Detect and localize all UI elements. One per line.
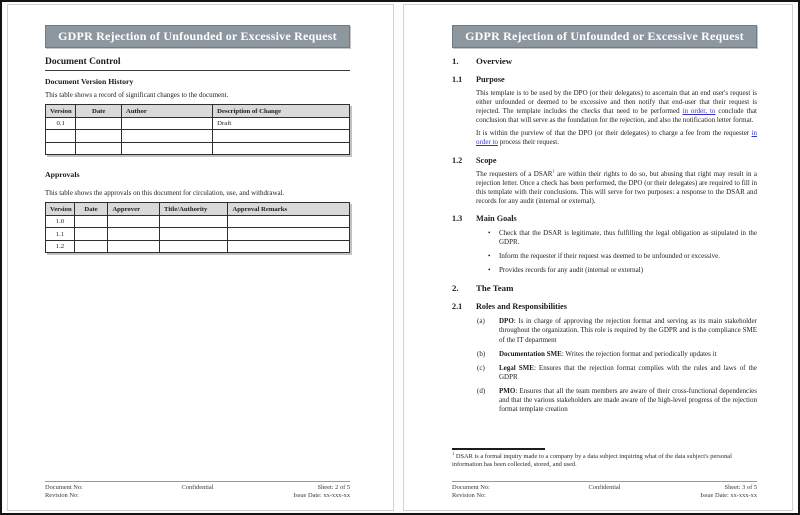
footer-sheet: Sheet: 2 of 5	[317, 483, 351, 491]
title-banner	[45, 25, 350, 48]
scope-paragraph: The requesters of a DSAR$^1$ are within their rights to do so, but abusing that right may result in a rejection letter. Once a check has been performed, the DPO (or their delegates) are required to fill in this template with their conclusions. This will serve for two purposes: a response to the DSAR and records for any audit (internal or external).	[476, 168, 757, 205]
version-history-intro: This table shows a record of significant changes to the document.	[45, 91, 229, 99]
goal-bullet: • Provides records for any audit (internal or external)	[488, 266, 644, 275]
footer-confidential: Confidential	[588, 483, 621, 491]
heading-main-goals: 1.3 Main Goals	[452, 213, 517, 223]
table-cell	[228, 228, 350, 241]
table-cell: 0.1	[46, 117, 76, 130]
column-header: Description of Change	[213, 105, 350, 118]
table-cell	[76, 130, 122, 143]
purpose-paragraph-1: This template is to be used by the DPO (or their delegates) to ascertain that an end user's request is either unfounded or deemed to be excessive and then notify that end-user that their request is rejected. The template includes the checks that need to be performed in order, to conclude that conclusion that will serve as the foundation for the rejection, and also the notification letter format.	[476, 89, 757, 125]
column-header: Approver	[108, 203, 160, 216]
table-cell	[213, 142, 350, 155]
document-title: GDPR Rejection of Unfounded or Excessive Request	[465, 29, 744, 43]
table-row	[46, 117, 350, 130]
tracked-change-insertion: in order, to	[682, 107, 716, 116]
column-header: Title/Authority	[159, 203, 227, 216]
footnote-reference: 1	[552, 168, 555, 174]
footer-issue-date: Issue Date: xx-xxx-xx	[700, 492, 758, 500]
table-cell	[74, 240, 107, 253]
table-cell	[121, 117, 212, 130]
footnote-marker: 1	[452, 450, 455, 456]
tracked-change-insertion: in order to	[476, 129, 757, 147]
heading-roles: 2.1 Roles and Responsibilities	[452, 302, 567, 312]
purpose-paragraph-2: It is within the purview of that the DPO (or their delegates) to charge a fee from the requester in order to process their request.	[476, 129, 757, 147]
table-cell	[108, 240, 160, 253]
version-history-table	[45, 104, 350, 155]
table-cell: 1.0	[46, 215, 75, 228]
bullet-icon: •	[488, 266, 491, 275]
version-history-heading: Document Version History	[45, 77, 134, 86]
column-header: Author	[121, 105, 212, 118]
table-cell: Draft	[213, 117, 350, 130]
footer-sheet: Sheet: 3 of 5	[724, 483, 758, 491]
heading-purpose: 1.1 Purpose	[452, 75, 505, 84]
title-banner	[452, 25, 757, 48]
footer-confidential: Confidential	[181, 483, 214, 491]
footer-document-no: Document No:	[45, 483, 83, 491]
table-cell: 1.2	[46, 240, 75, 253]
table-cell	[213, 130, 350, 143]
table-row	[46, 142, 350, 155]
page-2	[7, 4, 394, 511]
table-cell	[159, 240, 227, 253]
table-row	[46, 215, 350, 228]
heading-team: 2. The Team	[452, 283, 514, 294]
table-cell	[76, 142, 122, 155]
goal-bullet: • Inform the requester if their request was deemed to be unfounded or excessive.	[488, 252, 721, 261]
table-cell	[108, 215, 160, 228]
bullet-icon: •	[488, 228, 491, 237]
table-cell	[76, 117, 122, 130]
approvals-heading: Approvals	[45, 170, 80, 180]
table-cell	[108, 228, 160, 241]
document-title: GDPR Rejection of Unfounded or Excessive Request	[58, 29, 337, 43]
footer-revision-no: Revision No:	[45, 492, 79, 500]
table-cell	[74, 228, 107, 241]
column-header: Approval Remarks	[228, 203, 350, 216]
footer-issue-date: Issue Date: xx-xxx-xx	[293, 492, 351, 500]
table-cell: 1.1	[46, 228, 75, 241]
column-header: Version	[46, 105, 76, 118]
goal-bullet: • Check that the DSAR is legitimate, thus fulfilling the legal obligation as stipulated in the GDPR.	[488, 228, 757, 247]
column-header: Version	[46, 203, 75, 216]
footer-revision-no: Revision No:	[452, 492, 486, 500]
approvals-intro: This table shows the approvals on this document for circulation, use, and withdrawal.	[45, 189, 285, 198]
table-cell	[46, 142, 76, 155]
table-header-row	[46, 203, 350, 216]
page-3	[403, 4, 793, 511]
table-row	[46, 130, 350, 143]
table-row	[46, 240, 350, 253]
role-item-legal-sme: (c) Legal SME: Ensures that the rejection format complies with the rules and laws of the GDPR	[477, 363, 758, 381]
table-cell	[228, 240, 350, 253]
column-header: Date	[76, 105, 122, 118]
footnote: $^1$ DSAR is a formal inquiry made to a company by a data subject inquiring what of the data subject's personal information has been collected, stored, and used.	[452, 448, 757, 470]
table-cell	[228, 215, 350, 228]
table-row	[46, 228, 350, 241]
footer-document-no: Document No:	[452, 483, 490, 491]
table-header-row	[46, 105, 350, 118]
page-footer	[45, 481, 350, 501]
bullet-icon: •	[488, 252, 491, 261]
role-item-pmo: (d) PMO: Ensures that all the team members are aware of their cross-functional dependencies and that the various stakeholders are made aware of the high-level progress of the rejection format template creation	[477, 386, 757, 414]
table-cell	[121, 142, 212, 155]
table-cell	[159, 215, 227, 228]
table-cell	[74, 215, 107, 228]
role-item-documentation-sme: (b) Documentation SME: Writes the rejection format and periodically updates it	[477, 349, 717, 358]
document-control-heading: Document Control	[45, 57, 350, 71]
table-cell	[46, 130, 76, 143]
heading-scope: 1.2 Scope	[452, 155, 497, 165]
approvals-table	[45, 202, 350, 253]
page-footer	[452, 481, 757, 501]
table-cell	[121, 130, 212, 143]
table-cell	[159, 228, 227, 241]
heading-overview: 1. Overview	[452, 56, 513, 66]
footnote-separator	[452, 448, 545, 450]
column-header: Date	[74, 203, 107, 216]
role-item-dpo: (a) DPO: Is in charge of approving the rejection format and serving as its main stakeholder throughout the organization. This role is required by the GDPR and is the compliance SME of the IT department	[477, 317, 757, 344]
